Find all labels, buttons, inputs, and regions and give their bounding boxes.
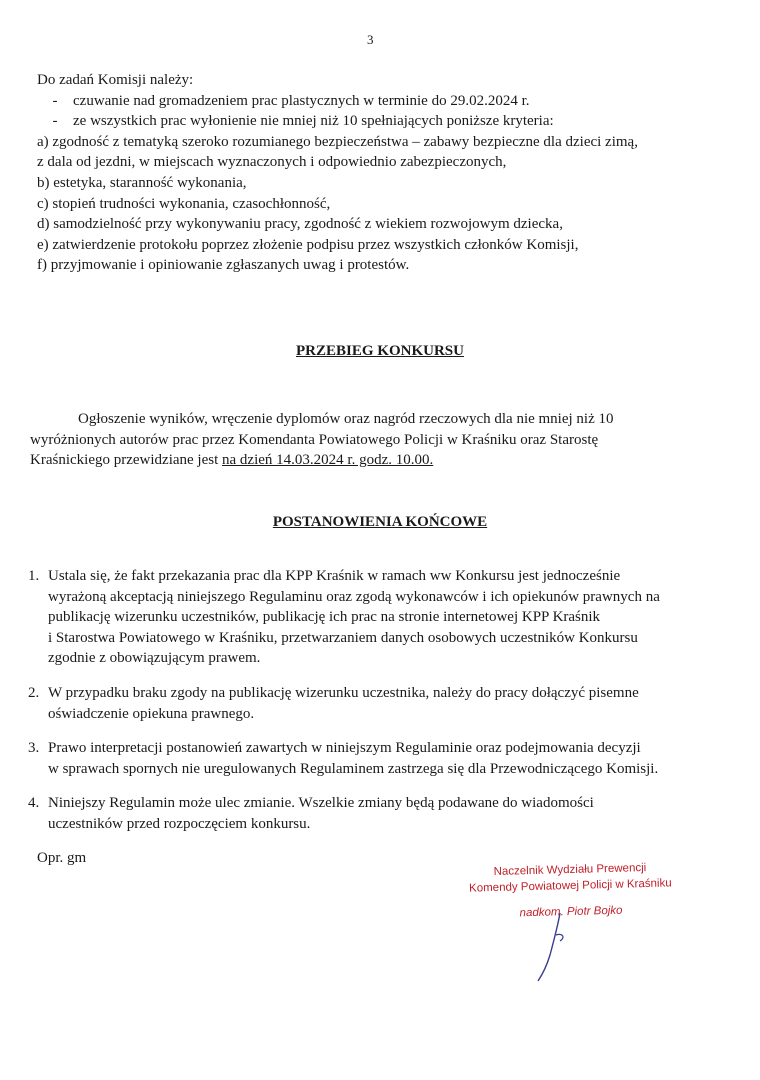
- criterion-line: f) przyjmowanie i opiniowanie zgłaszanych uwag i protestów.: [37, 257, 410, 274]
- bullet-item: - ze wszystkich prac wyłonienie nie mniej niż 10 spełniających poniższe kryteria:: [52, 113, 554, 130]
- provision-item-1: [22, 566, 712, 669]
- item-line: zgodnie z obowiązującym prawem.: [48, 650, 261, 667]
- item-line: i Starostwa Powiatowego w Kraśniku, przetwarzaniem danych osobowych uczestników Konkursu: [48, 629, 638, 646]
- item-line: Ustala się, że fakt przekazania prac dla KPP Kraśnik w ramach ww Konkursu jest jednocześnie: [48, 568, 621, 584]
- tasks-lead: Do zadań Komisji należy:: [37, 72, 194, 88]
- item-line: W przypadku braku zgody na publikację wizerunku uczestnika, należy do pracy dołączyć pisemne: [48, 684, 639, 701]
- criterion-line: e) zatwierdzenie protokołu poprzez złożenie podpisu przez wszystkich członków Komisji,: [37, 236, 579, 253]
- paragraph-line: Ogłoszenie wyników, wręczenie dyplomów oraz nagród rzeczowych dla nie mniej niż 10: [78, 411, 614, 427]
- provision-item-2: [22, 683, 712, 724]
- announcement-date: na dzień 14.03.2024 r. godz. 10.00.: [222, 452, 434, 469]
- item-number: 4.: [28, 795, 40, 812]
- section-heading-postanowienia: POSTANOWIENIA KOŃCOWE: [272, 514, 488, 530]
- item-line: Prawo interpretacji postanowień zawartych w niniejszym Regulaminie oraz podejmowania decyzji: [48, 740, 641, 757]
- provision-item-3: [22, 738, 712, 779]
- item-line: uczestników przed rozpoczęciem konkursu.: [48, 815, 311, 832]
- provision-item-4: [22, 793, 712, 834]
- criterion-line: b) estetyka, staranność wykonania,: [37, 174, 247, 191]
- item-number: 1.: [28, 568, 40, 584]
- paragraph-line: wyróżnionych autorów prac przez Komendanta Powiatowego Policji w Kraśniku oraz Starostę: [30, 431, 599, 448]
- stamp-line-title: Naczelnik Wydziału Prewencji: [493, 862, 647, 879]
- prepared-by: Opr. gm: [37, 850, 87, 866]
- item-line: oświadczenie opiekuna prawnego.: [48, 705, 255, 722]
- stamp-line-office: Komendy Powiatowej Policji w Kraśniku: [468, 877, 672, 895]
- item-line: publikację wizerunku uczestników, publikację ich prac na stronie internetowej KPP Kraśnik: [48, 609, 601, 626]
- item-number: 3.: [28, 740, 40, 757]
- item-line: Niniejszy Regulamin może ulec zmianie. Wszelkie zmiany będą podawane do wiadomości: [48, 795, 594, 812]
- final-provisions-list: [22, 566, 712, 849]
- criterion-line: d) samodzielność przy wykonywaniu pracy, zgodność z wiekiem rozwojowym dziecka,: [37, 216, 563, 233]
- criterion-line: c) stopień trudności wykonania, czasochłonność,: [37, 195, 331, 212]
- criterion-line: a) zgodność z tematyką szeroko rozumianego bezpieczeństwa – zabawy bezpieczne dla dzieci zimą,: [37, 133, 638, 150]
- contest-course-paragraph: [30, 409, 700, 471]
- paragraph-line: Kraśnickiego przewidziane jest na dzień 14.03.2024 r. godz. 10.00.: [30, 452, 434, 469]
- section-heading-przebieg: PRZEBIEG KONKURSU: [296, 343, 464, 359]
- criterion-line: z dala od jezdni, w miejscach wyznaczonych i odpowiednio zabezpieczonych,: [37, 154, 507, 171]
- item-line: w sprawach spornych nie uregulowanych Regulaminem zastrzega się dla Przewodniczącego Komisji.: [48, 760, 659, 777]
- bullet-item: - czuwanie nad gromadzeniem prac plastycznych w terminie do 29.02.2024 r.: [52, 92, 530, 109]
- item-number: 2.: [28, 684, 40, 701]
- stamp-line-name: nadkom. Piotr Bojko: [519, 904, 623, 920]
- commission-tasks: [37, 70, 638, 276]
- page-number: 3: [367, 32, 374, 47]
- item-line: wyrażoną akceptacją niniejszego Regulaminu oraz zgodą wykonawców i ich opiekunów prawnych na: [48, 588, 660, 605]
- handwritten-signature: [520, 905, 590, 985]
